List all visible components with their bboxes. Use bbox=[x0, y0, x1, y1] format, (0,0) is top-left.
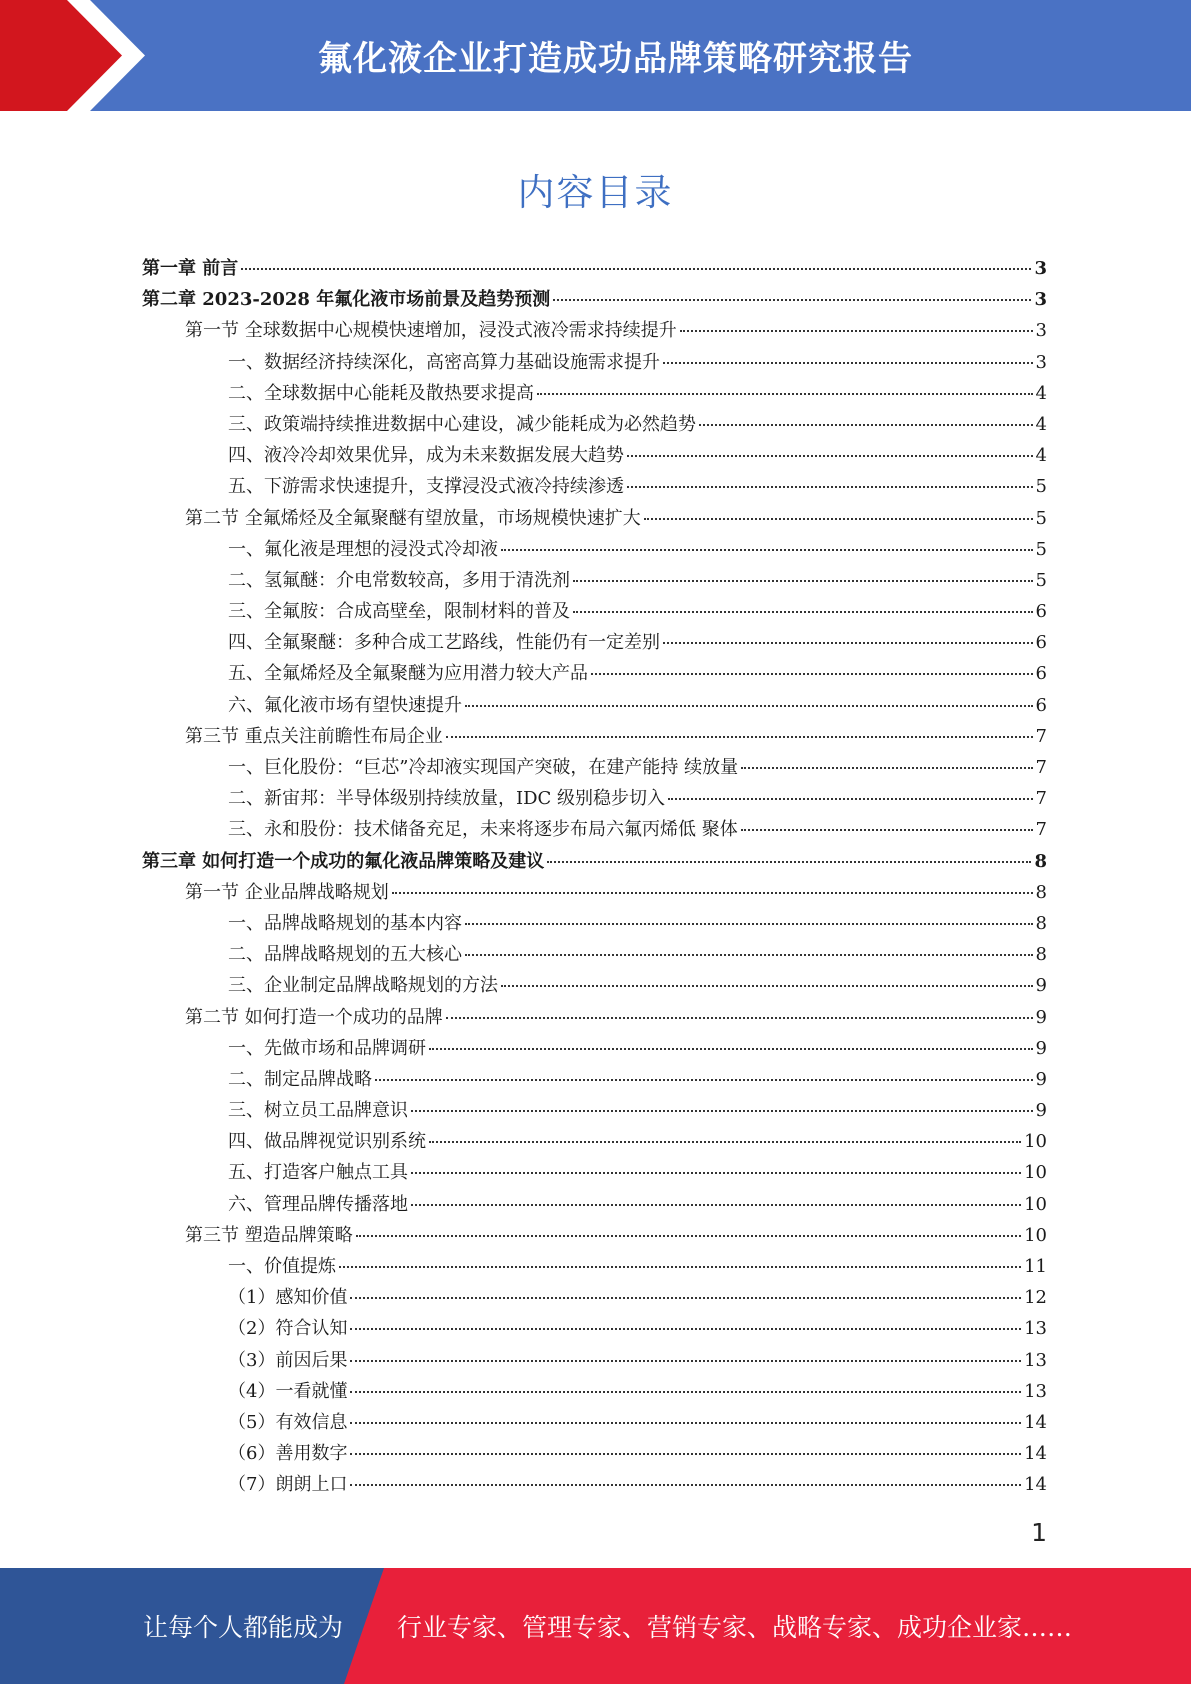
toc-entry-label: （7）朗朗上口 bbox=[228, 1474, 348, 1496]
dot-leader bbox=[339, 1265, 1021, 1268]
toc-entry-label: 第二节 如何打造一个成功的品牌 bbox=[185, 1006, 443, 1028]
toc-entry-page: 3 bbox=[1034, 258, 1047, 279]
toc-entry-page: 13 bbox=[1024, 1349, 1047, 1371]
dot-leader bbox=[411, 1109, 1033, 1112]
toc-entry-label: （3）前因后果 bbox=[228, 1349, 348, 1371]
toc-entry-label: 二、全球数据中心能耗及散热要求提高 bbox=[228, 382, 534, 404]
dot-leader bbox=[680, 329, 1033, 332]
toc-entry-page: 4 bbox=[1035, 445, 1047, 467]
toc-entry[interactable] bbox=[142, 909, 1047, 940]
footer-banner bbox=[0, 1568, 1191, 1684]
toc-entry-label: 第一节 企业品牌战略规划 bbox=[185, 881, 389, 903]
toc-entry-page: 6 bbox=[1035, 694, 1047, 716]
toc-entry-page: 8 bbox=[1035, 944, 1047, 966]
toc-entry[interactable] bbox=[142, 847, 1047, 878]
toc-entry-label: 第三节 重点关注前瞻性布局企业 bbox=[185, 725, 443, 747]
toc-entry-page: 4 bbox=[1035, 413, 1047, 435]
toc-entry-label: （6）善用数字 bbox=[228, 1443, 348, 1465]
toc-entry[interactable] bbox=[142, 753, 1047, 784]
toc-entry-page: 5 bbox=[1035, 507, 1047, 529]
toc-entry-page: 13 bbox=[1024, 1318, 1047, 1340]
toc-entry[interactable] bbox=[142, 1158, 1047, 1189]
toc-entry[interactable] bbox=[142, 410, 1047, 441]
toc-entry-label: 三、全氟胺：合成高壁垒，限制材料的普及 bbox=[228, 601, 570, 623]
toc-entry[interactable] bbox=[142, 1439, 1047, 1470]
toc-entry[interactable] bbox=[142, 878, 1047, 909]
toc-entry-label: （1）感知价值 bbox=[228, 1287, 348, 1309]
toc-entry-label: 二、氢氟醚：介电常数较高，多用于清洗剂 bbox=[228, 569, 570, 591]
toc-entry-label: 第三章 如何打造一个成功的氟化液品牌策略及建议 bbox=[142, 850, 545, 872]
toc-entry[interactable] bbox=[142, 1127, 1047, 1158]
toc-entry-label: 一、品牌战略规划的基本内容 bbox=[228, 912, 462, 934]
dot-leader bbox=[350, 1359, 1021, 1362]
dot-leader bbox=[553, 298, 1031, 301]
toc-entry[interactable] bbox=[142, 597, 1047, 628]
toc-entry-label: 五、打造客户触点工具 bbox=[228, 1162, 408, 1184]
dot-leader bbox=[350, 1421, 1021, 1424]
dot-leader bbox=[537, 392, 1033, 395]
toc-entry-label: 四、液冷冷却效果优异，成为未来数据发展大趋势 bbox=[228, 445, 624, 467]
toc-entry-label: 第三节 塑造品牌策略 bbox=[185, 1224, 353, 1246]
toc-entry-page: 5 bbox=[1035, 538, 1047, 560]
dot-leader bbox=[663, 641, 1033, 644]
toc-entry[interactable] bbox=[142, 285, 1047, 316]
toc-entry-label: 四、全氟聚醚：多种合成工艺路线，性能仍有一定差别 bbox=[228, 632, 660, 654]
toc-entry[interactable] bbox=[142, 1221, 1047, 1252]
dot-leader bbox=[350, 1452, 1021, 1455]
toc-entry-page: 7 bbox=[1035, 757, 1047, 778]
toc-entry-label: 六、氟化液市场有望快速提升 bbox=[228, 694, 462, 716]
toc-entry-page: 8 bbox=[1034, 850, 1047, 872]
toc-entry[interactable] bbox=[142, 628, 1047, 659]
dot-leader bbox=[644, 517, 1033, 520]
toc-entry-page: 9 bbox=[1035, 1068, 1047, 1090]
toc-entry-label: 三、企业制定品牌战略规划的方法 bbox=[228, 975, 498, 997]
toc-entry-label: 第二节 全氟烯烃及全氟聚醚有望放量，市场规模快速扩大 bbox=[185, 507, 641, 529]
toc-entry-page: 3 bbox=[1034, 289, 1047, 311]
footer-slogan-right: 行业专家、管理专家、营销专家、战略专家、成功企业家…… bbox=[397, 1613, 1073, 1642]
dot-leader bbox=[573, 610, 1033, 613]
toc-entry-page: 10 bbox=[1024, 1224, 1047, 1246]
dot-leader bbox=[663, 361, 1033, 364]
dot-leader bbox=[741, 828, 1033, 831]
toc-entry[interactable] bbox=[142, 1283, 1047, 1314]
toc-entry[interactable] bbox=[142, 722, 1047, 753]
toc-entry-label: （5）有效信息 bbox=[228, 1411, 348, 1433]
dot-leader bbox=[741, 766, 1032, 769]
toc-entry-label: 二、制定品牌战略 bbox=[228, 1068, 372, 1090]
header-banner bbox=[0, 0, 1191, 111]
toc-entry-page: 5 bbox=[1035, 476, 1047, 498]
toc-entry-page: 4 bbox=[1035, 382, 1047, 404]
toc-entry-page: 10 bbox=[1024, 1193, 1047, 1215]
toc-entry[interactable] bbox=[142, 1003, 1047, 1034]
dot-leader bbox=[501, 984, 1033, 987]
toc-entry-label: 一、数据经济持续深化，高密高算力基础设施需求提升 bbox=[228, 351, 660, 373]
toc-entry-page: 8 bbox=[1035, 881, 1047, 903]
toc-entry[interactable] bbox=[142, 535, 1047, 566]
toc-entry-label: 第二章 2023-2028 年氟化液市场前景及趋势预测 bbox=[142, 289, 551, 311]
toc-entry-page: 6 bbox=[1035, 601, 1047, 623]
toc-entry[interactable] bbox=[142, 1034, 1047, 1065]
dot-leader bbox=[627, 454, 1033, 457]
toc-entry[interactable] bbox=[142, 691, 1047, 722]
toc-entry-label: 五、下游需求快速提升，支撑浸没式液冷持续渗透 bbox=[228, 476, 624, 498]
dot-leader bbox=[465, 922, 1033, 925]
dot-leader bbox=[429, 1047, 1033, 1050]
toc-entry-page: 12 bbox=[1024, 1287, 1047, 1309]
toc-entry-label: 三、树立员工品牌意识 bbox=[228, 1100, 408, 1122]
dot-leader bbox=[668, 797, 1033, 800]
dot-leader bbox=[350, 1296, 1021, 1299]
toc-entry[interactable] bbox=[142, 441, 1047, 472]
dot-leader bbox=[411, 1171, 1021, 1174]
toc-entry-page: 5 bbox=[1035, 569, 1047, 591]
toc-entry-page: 6 bbox=[1035, 663, 1047, 685]
dot-leader bbox=[356, 1234, 1021, 1237]
toc-entry[interactable] bbox=[142, 1252, 1047, 1283]
toc-entry-label: 一、价值提炼 bbox=[228, 1256, 336, 1277]
dot-leader bbox=[591, 672, 1033, 675]
toc-heading: 内容目录 bbox=[517, 171, 674, 214]
toc-entry[interactable] bbox=[142, 316, 1047, 347]
toc-entry-page: 10 bbox=[1024, 1131, 1047, 1153]
toc-entry[interactable] bbox=[142, 348, 1047, 379]
toc-entry[interactable] bbox=[142, 659, 1047, 690]
toc-entry-page: 13 bbox=[1024, 1380, 1047, 1402]
toc-entry-page: 6 bbox=[1035, 632, 1047, 654]
toc-entry-page: 9 bbox=[1035, 1100, 1047, 1122]
toc-entry[interactable] bbox=[142, 254, 1047, 285]
toc-entry[interactable] bbox=[142, 940, 1047, 971]
dot-leader bbox=[350, 1390, 1021, 1393]
dot-leader bbox=[501, 548, 1033, 551]
dot-leader bbox=[627, 485, 1033, 488]
toc-entry-label: 一、氟化液是理想的浸没式冷却液 bbox=[228, 538, 498, 560]
dot-leader bbox=[375, 1078, 1033, 1081]
toc-entry-page: 7 bbox=[1035, 725, 1047, 747]
toc-entry-page: 11 bbox=[1024, 1256, 1047, 1277]
toc-entry-page: 14 bbox=[1024, 1474, 1047, 1496]
toc-entry-label: 四、做品牌视觉识别系统 bbox=[228, 1131, 426, 1153]
table-of-contents bbox=[142, 254, 1047, 1502]
toc-entry-page: 8 bbox=[1035, 912, 1047, 934]
toc-entry-page: 3 bbox=[1035, 351, 1047, 373]
footer-slogan-left: 让每个人都能成为 bbox=[143, 1613, 344, 1642]
toc-entry-label: 第一章 前言 bbox=[142, 258, 239, 279]
toc-entry[interactable] bbox=[142, 1065, 1047, 1096]
dot-leader bbox=[350, 1483, 1021, 1486]
toc-entry-label: 三、永和股份：技术储备充足，未来将逐步布局六氟丙烯低 聚体 bbox=[228, 819, 738, 841]
toc-entry-page: 9 bbox=[1035, 1037, 1047, 1059]
dot-leader bbox=[446, 735, 1033, 738]
toc-entry[interactable] bbox=[142, 379, 1047, 410]
toc-entry[interactable] bbox=[142, 1470, 1047, 1501]
dot-leader bbox=[429, 1140, 1021, 1143]
toc-entry[interactable] bbox=[142, 1346, 1047, 1377]
toc-entry-label: 五、全氟烯烃及全氟聚醚为应用潜力较大产品 bbox=[228, 663, 588, 685]
toc-entry-label: 二、新宙邦：半导体级别持续放量，IDC 级别稳步切入 bbox=[228, 788, 666, 810]
dot-leader bbox=[573, 579, 1033, 582]
dot-leader bbox=[446, 1016, 1033, 1019]
toc-entry[interactable] bbox=[142, 1190, 1047, 1221]
toc-entry-page: 14 bbox=[1024, 1443, 1047, 1465]
toc-entry-label: 一、巨化股份：“巨芯”冷却液实现国产突破，在建产能持 续放量 bbox=[228, 757, 739, 778]
toc-entry[interactable] bbox=[142, 971, 1047, 1002]
toc-entry-label: （2）符合认知 bbox=[228, 1318, 348, 1340]
toc-entry-page: 9 bbox=[1035, 1006, 1047, 1028]
report-title: 氟化液企业打造成功品牌策略研究报告 bbox=[318, 39, 913, 79]
toc-entry[interactable] bbox=[142, 1408, 1047, 1439]
toc-entry[interactable] bbox=[142, 1096, 1047, 1127]
toc-entry-label: 六、管理品牌传播落地 bbox=[228, 1193, 408, 1215]
toc-entry-label: 二、品牌战略规划的五大核心 bbox=[228, 944, 462, 966]
toc-entry-page: 10 bbox=[1024, 1162, 1047, 1184]
toc-entry-label: 一、先做市场和品牌调研 bbox=[228, 1037, 426, 1059]
toc-entry-label: 三、政策端持续推进数据中心建设，减少能耗成为必然趋势 bbox=[228, 413, 696, 435]
dot-leader bbox=[392, 891, 1033, 894]
toc-entry[interactable] bbox=[142, 815, 1047, 846]
page-number: 1 bbox=[1031, 1518, 1047, 1547]
toc-entry-page: 7 bbox=[1035, 788, 1047, 810]
toc-entry-page: 14 bbox=[1024, 1411, 1047, 1433]
dot-leader bbox=[547, 860, 1031, 863]
toc-entry-label: 第一节 全球数据中心规模快速增加，浸没式液冷需求持续提升 bbox=[185, 320, 677, 342]
dot-leader bbox=[241, 267, 1031, 270]
dot-leader bbox=[465, 704, 1033, 707]
dot-leader bbox=[411, 1203, 1021, 1206]
dot-leader bbox=[699, 423, 1033, 426]
toc-entry-page: 3 bbox=[1035, 320, 1047, 342]
dot-leader bbox=[465, 953, 1033, 956]
toc-entry-page: 7 bbox=[1035, 819, 1047, 841]
dot-leader bbox=[350, 1327, 1021, 1330]
toc-entry-page: 9 bbox=[1035, 975, 1047, 997]
toc-entry[interactable] bbox=[142, 504, 1047, 535]
toc-entry[interactable] bbox=[142, 1377, 1047, 1408]
toc-entry[interactable] bbox=[142, 566, 1047, 597]
toc-entry[interactable] bbox=[142, 1314, 1047, 1345]
toc-entry-label: （4）一看就懂 bbox=[228, 1380, 348, 1402]
toc-entry[interactable] bbox=[142, 472, 1047, 503]
toc-entry[interactable] bbox=[142, 784, 1047, 815]
